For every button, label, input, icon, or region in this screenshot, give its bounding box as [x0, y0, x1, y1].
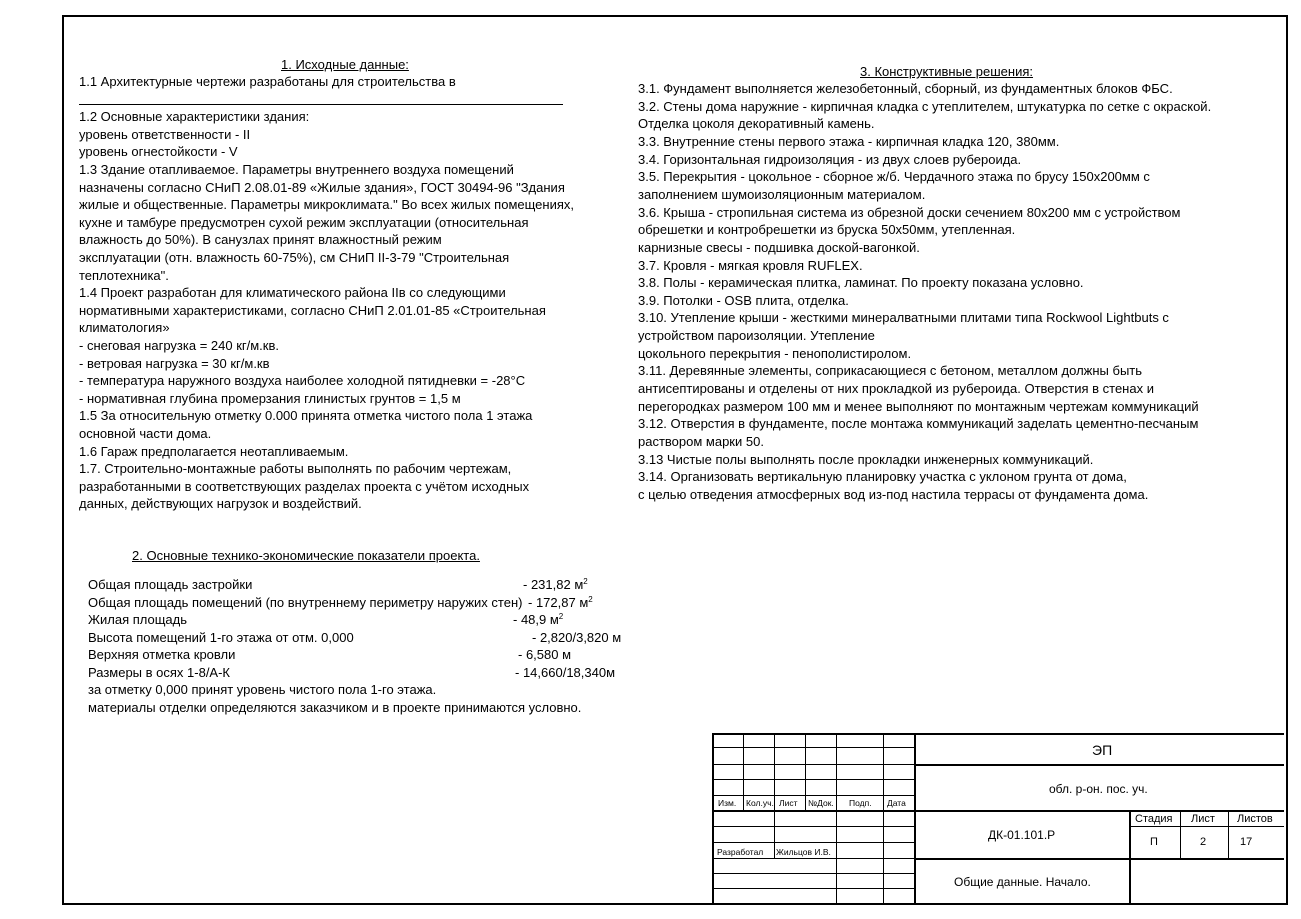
- indicator-label: Жилая площадь: [88, 612, 188, 627]
- col-header-kol-uch: Кол.уч.: [746, 798, 774, 808]
- section1-line: кухне и тамбуре предусмотрен сухой режим эксплуатации (относительная: [79, 214, 529, 230]
- indicator-value-text: - 48,9 м: [513, 612, 559, 627]
- section1-line: основной части дома.: [79, 426, 212, 441]
- title-block: [712, 733, 1284, 903]
- section3-line: 3.14. Организовать вертикальную планировку участка с уклоном грунта от дома,: [638, 469, 1127, 485]
- col-header-ndok: №Док.: [808, 798, 834, 808]
- project-location: обл. р-он. пос. уч.: [1049, 782, 1148, 796]
- section1-line: - температура наружного воздуха наиболее холодной пятидневки = -28°С: [79, 373, 526, 389]
- sheet-value: 2: [1200, 836, 1207, 848]
- section1-line: 1.2 Основные характеристики здания:: [79, 109, 310, 125]
- section3-line: устройством пароизоляции. Утепление: [638, 328, 875, 344]
- section3-line: 3.1. Фундамент выполняется железобетонный, сборный, из фундаментных блоков ФБС.: [638, 81, 1173, 96]
- indicator-label: Общая площадь помещений (по внутреннему периметру наружих стен): [88, 594, 523, 610]
- sheets-value: 17: [1240, 836, 1253, 848]
- section3-line: 3.4. Горизонтальная гидроизоляция - из двух слоев рубероида.: [638, 151, 1022, 167]
- indicator-value-text: - 14,660/18,340м: [515, 664, 616, 680]
- indicator-value-text: - 231,82 м: [523, 577, 584, 592]
- section3-line: Отделка цоколя декоративный камень.: [638, 116, 875, 132]
- col-header-data: Дата: [887, 798, 906, 808]
- stage-value: П: [1150, 836, 1158, 848]
- stage-label: Стадия: [1135, 813, 1173, 825]
- indicator-value: [528, 595, 593, 610]
- indicator-value: [523, 577, 588, 592]
- indicator-value-text: - 2,820/3,820 м: [532, 629, 622, 645]
- section3-line: антисептированы и отделены от них прокладкой из рубероида. Отверстия в стенах и: [638, 381, 1154, 397]
- sheet-label: Лист: [1191, 813, 1215, 825]
- section1-line: - нормативная глубина промерзания глинистых грунтов = 1,5 м: [79, 390, 461, 406]
- section3-heading: 3. Конструктивные решения:: [860, 64, 1034, 79]
- col-header-list: Лист: [779, 798, 798, 808]
- section3-line: 3.12. Отверстия в фундаменте, после монтажа коммуникаций заделать цементно-песчаным: [638, 416, 1199, 432]
- section1-line: 1.5 За относительную отметку 0.000 принята отметка чистого пола 1 этажа: [79, 408, 533, 424]
- section1-line: - ветровая нагрузка = 30 кг/м.кв: [79, 355, 270, 371]
- section1-line: эксплуатации (отн. влажность 60-75%), см СНиП II-3-79 "Строительная: [79, 250, 510, 265]
- section3-line: цокольного перекрытия - пенополистиролом.: [638, 345, 912, 361]
- indicator-label: Высота помещений 1-го этажа от отм. 0,000: [88, 629, 354, 645]
- sheets-label: Листов: [1237, 813, 1273, 825]
- section3-line: 3.6. Крыша - стропильная система из обрезной доски сечением 80х200 мм с устройством: [638, 204, 1181, 220]
- indicator-value: [513, 612, 563, 627]
- section3-line: раствором марки 50.: [638, 434, 764, 449]
- section1-line: 1.4 Проект разработан для климатического района IIв со следующими: [79, 285, 506, 301]
- sheet-title: Общие данные. Начало.: [954, 875, 1091, 889]
- indicator-value: [518, 647, 571, 662]
- col-header-izm: Изм.: [718, 798, 737, 808]
- section1-line: теплотехника".: [79, 267, 169, 283]
- section3-line: обрешетки и контробрешетки из бруска 50х50мм, утепленная.: [638, 222, 1016, 238]
- indicator-value-text: - 172,87 м: [528, 594, 589, 610]
- section3-line: 3.5. Перекрытия - цокольное - сборное ж/б. Чердачного этажа по брусу 150х200мм с: [638, 169, 1150, 185]
- indicator-label: Верхняя отметка кровли: [88, 647, 236, 662]
- section2-note: за отметку 0,000 принят уровень чистого пола 1-го этажа.: [88, 682, 437, 697]
- fill-in-underline: [79, 104, 563, 105]
- indicator-unit-exponent: 2: [558, 612, 564, 621]
- section1-line: нормативными характеристиками, согласно СНиП 2.01.01-85 «Строительная: [79, 302, 546, 318]
- indicator-label: Размеры в осях 1-8/А-К: [88, 664, 231, 680]
- section1-line: разработанными в соответствующих разделах проекта с учётом исходных: [79, 478, 530, 494]
- section3-line: заполнением шумоизоляционным материалом.: [638, 186, 926, 202]
- section3-line: 3.8. Полы - керамическая плитка, ламинат. По проекту показана условно.: [638, 275, 1084, 291]
- col-header-podp: Подп.: [849, 798, 872, 808]
- section1-line: 1.1 Архитектурные чертежи разработаны для строительства в: [79, 74, 456, 89]
- section1-line: назначены согласно СНиП 2.08.01-89 «Жилые здания», ГОСТ 30494-96 "Здания: [79, 179, 565, 195]
- section3-line: карнизные свесы - подшивка доской-вагонкой.: [638, 239, 920, 255]
- section1-line: жилые и общественные. Параметры микроклимата." Во всех жилых помещениях,: [79, 197, 574, 213]
- indicator-value-text: - 6,580 м: [518, 647, 572, 662]
- section2-heading: 2. Основные технико-экономические показатели проекта.: [132, 548, 480, 563]
- project-code: ЭП: [1092, 742, 1113, 758]
- section1-line: 1.6 Гараж предполагается неотапливаемым.: [79, 443, 349, 459]
- developed-label: Разработал: [717, 847, 764, 857]
- section3-line: 3.3. Внутренние стены первого этажа - кирпичная кладка 120, 380мм.: [638, 133, 1060, 149]
- section3-line: 3.13 Чистые полы выполнять после прокладки инженерных коммуникаций.: [638, 451, 1094, 467]
- document-number: ДК-01.101.Р: [988, 828, 1056, 842]
- section1-heading: 1. Исходные данные:: [281, 57, 409, 72]
- section3-line: перегородках размером 100 мм и менее выполняют по монтажным чертежам коммуникаций: [638, 398, 1199, 414]
- section3-line: 3.9. Потолки - OSB плита, отделка.: [638, 292, 849, 308]
- section1-line: данных, действующих нагрузок и воздействий.: [79, 496, 362, 512]
- indicator-value: [532, 630, 621, 645]
- section1-line: уровень огнестойкости - V: [79, 144, 238, 160]
- section1-line: - снеговая нагрузка = 240 кг/м.кв.: [79, 338, 279, 353]
- developer-name: Жильцов И.В.: [776, 847, 831, 857]
- indicator-unit-exponent: 2: [583, 577, 588, 586]
- indicator-unit-exponent: 2: [588, 594, 593, 604]
- section3-line: с целью отведения атмосферных вод из-под настила террасы от фундамента дома.: [638, 486, 1149, 502]
- section3-line: 3.2. Стены дома наружние - кирпичная кладка с утеплителем, штукатурка по сетке с окраской.: [638, 98, 1212, 114]
- section3-line: 3.10. Утепление крыши - жесткими минералватными плитами типа Rockwool Lightbuts с: [638, 310, 1169, 326]
- indicator-value: [515, 665, 615, 680]
- section1-line: 1.7. Строительно-монтажные работы выполнять по рабочим чертежам,: [79, 461, 512, 477]
- section1-line: влажность до 50%). В санузлах принят влажностный режим: [79, 232, 442, 248]
- section1-line: климатология»: [79, 320, 170, 336]
- section3-line: 3.7. Кровля - мягкая кровля RUFLEX.: [638, 257, 863, 273]
- section2-note: материалы отделки определяются заказчиком и в проекте принимаются условно.: [88, 699, 582, 715]
- section1-line: 1.3 Здание отапливаемое. Параметры внутреннего воздуха помещений: [79, 162, 514, 177]
- indicator-label: Общая площадь застройки: [88, 577, 253, 592]
- section3-line: 3.11. Деревянные элементы, соприкасающиеся с бетоном, металлом должны быть: [638, 363, 1143, 379]
- section1-line: уровень ответственности - II: [79, 126, 251, 142]
